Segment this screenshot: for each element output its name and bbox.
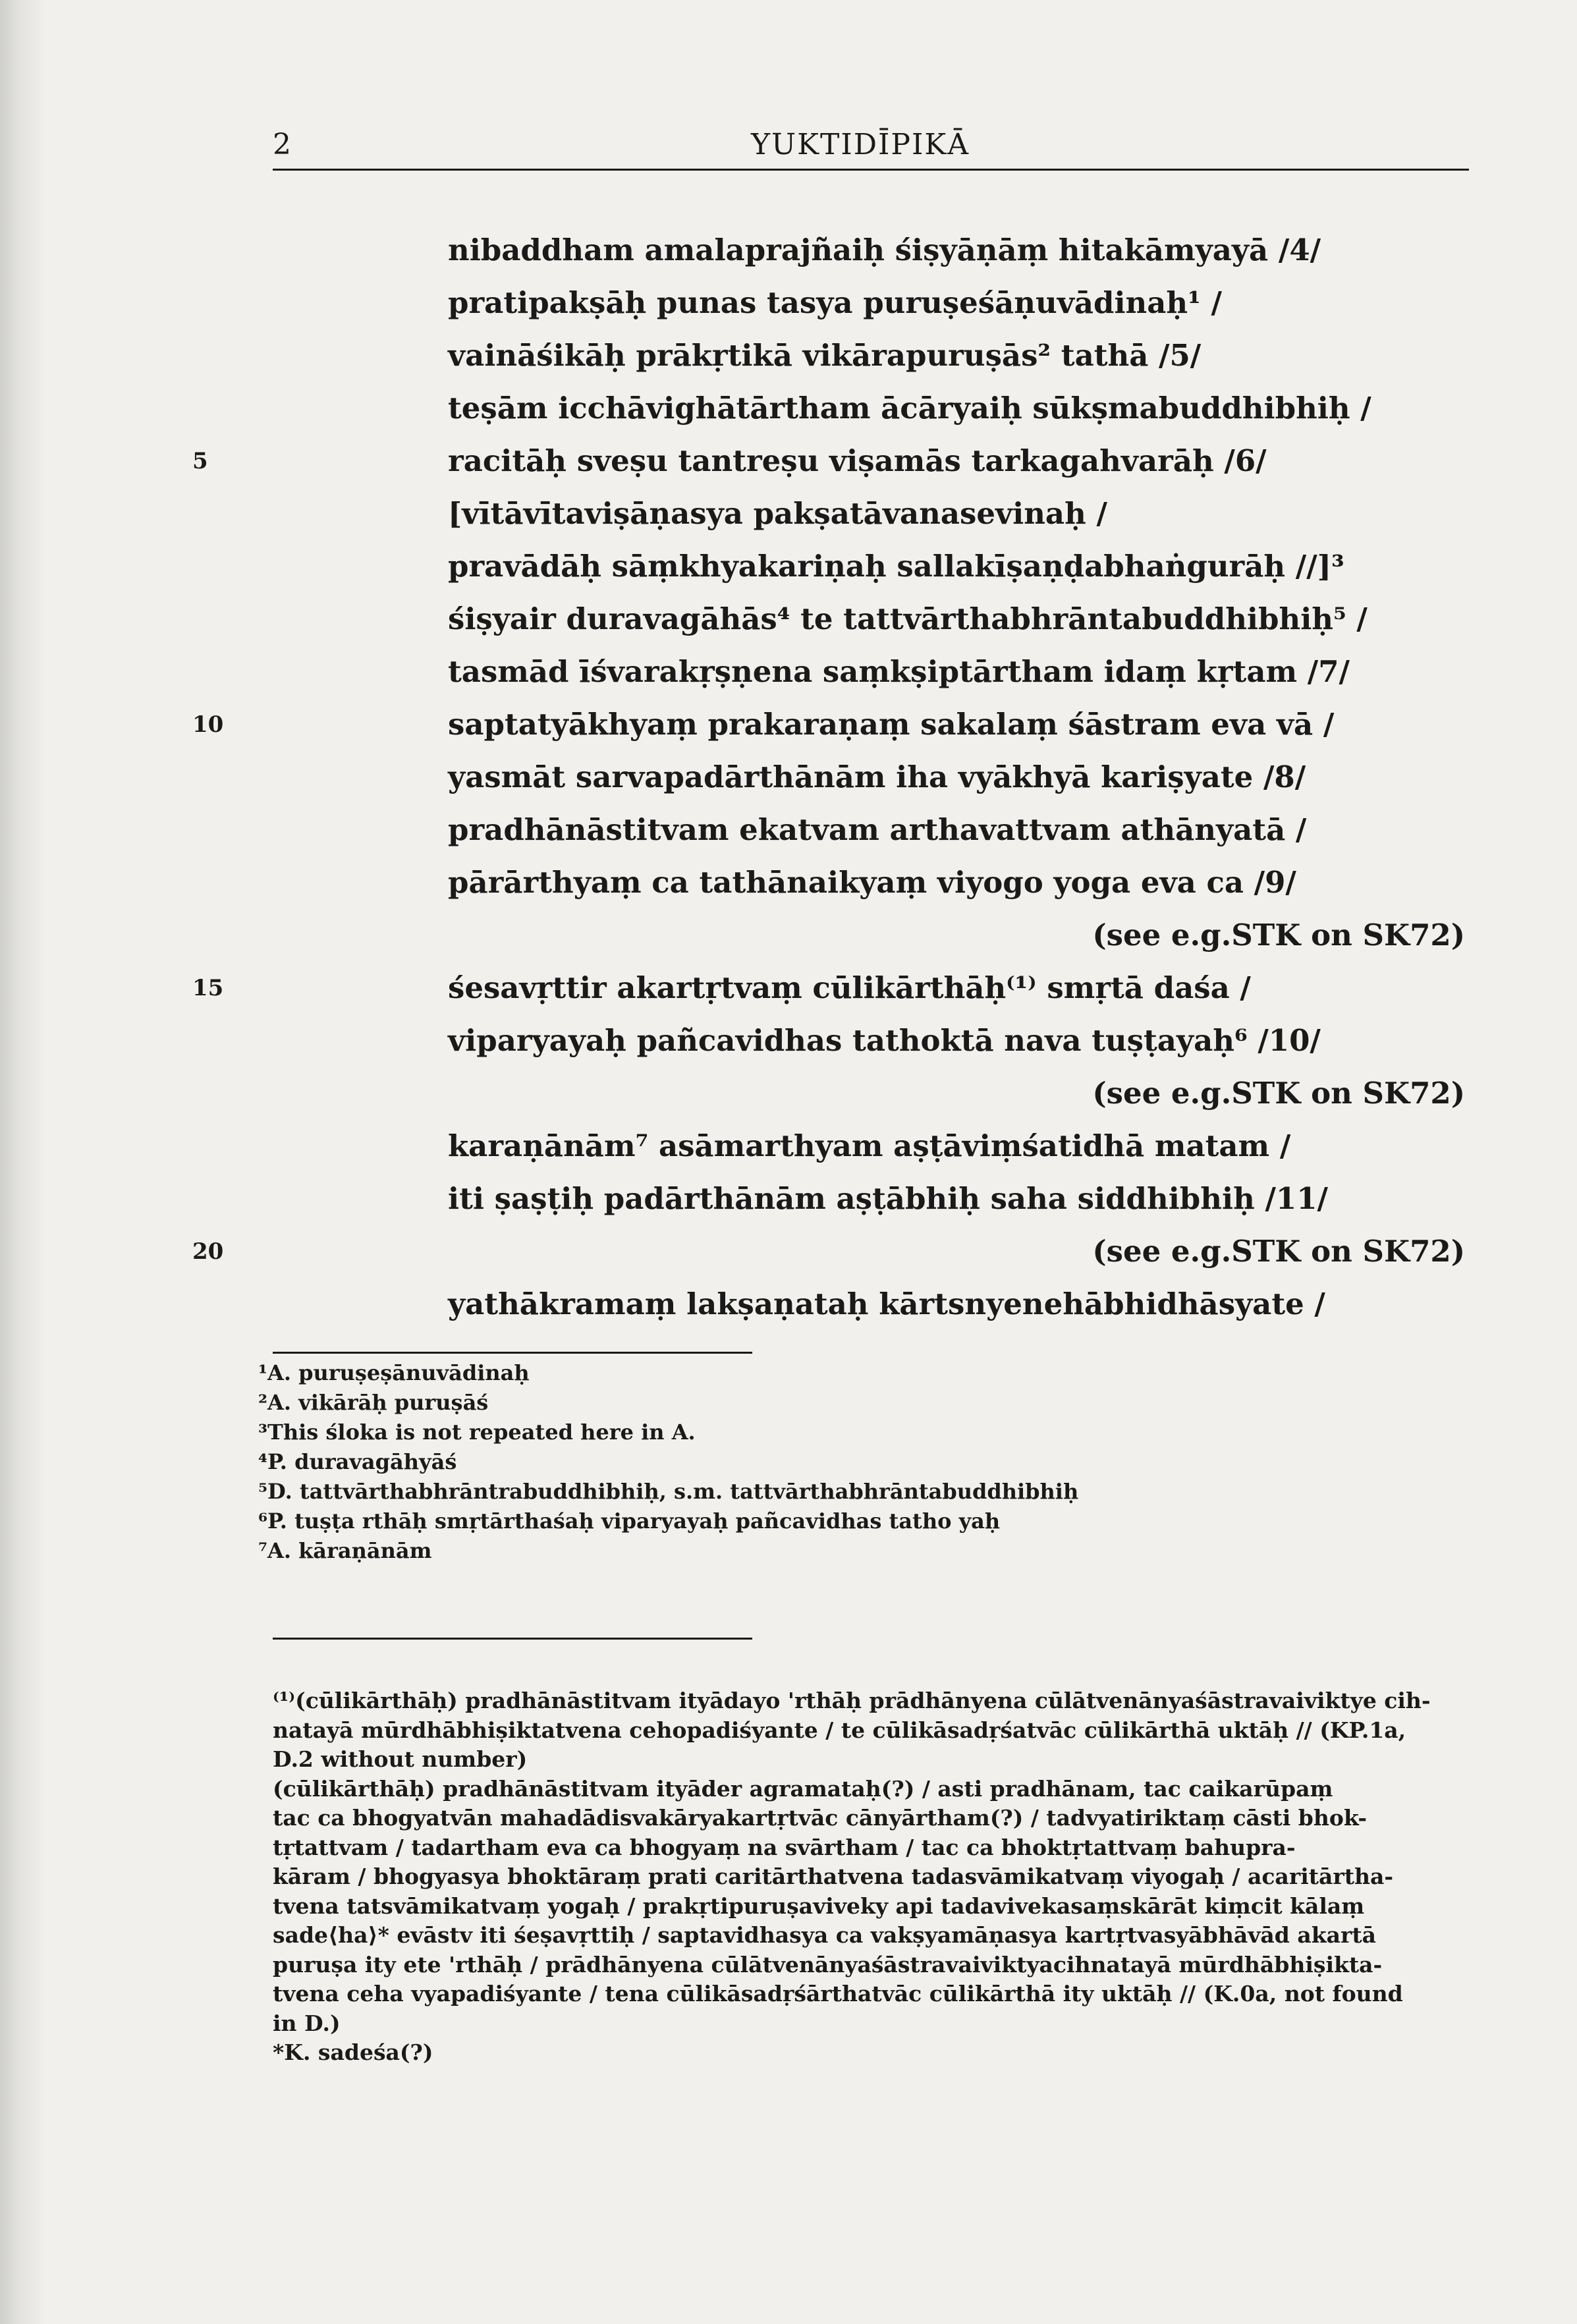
verse-line: iti ṣaṣṭiḥ padārthānām aṣṭābhiḥ saha siddhibhiḥ /11/: [448, 1181, 1328, 1216]
verse-line: vaināśikāḥ prākṛtikā vikārapuruṣās² tathā /5/: [448, 338, 1202, 373]
verse-line: śesavṛttir akartṛtvaṃ cūlikārthāḥ⁽¹⁾ smṛtā daśa /: [448, 970, 1251, 1005]
running-title: YUKTIDĪPIKĀ: [751, 128, 970, 161]
footnote-rule: [273, 1352, 752, 1354]
verse-line: śiṣyair duravagāhās⁴ te tattvārthabhrāntabuddhibhiḥ⁵ /: [448, 601, 1368, 636]
line-number: 20: [192, 1238, 224, 1265]
cross-reference: (see e.g.STK on SK72): [1092, 1234, 1465, 1269]
header-rule: [273, 169, 1469, 171]
verse-line: tasmād īśvarakṛṣṇena saṃkṣiptārtham idaṃ kṛtam /7/: [448, 654, 1350, 689]
commentary-line: sade⟨ha⟩* evāstv iti śeṣavṛttiḥ / saptavidhasya ca vakṣyamāṇasya kartṛtvasyābhāvād akartā: [273, 1922, 1376, 1948]
commentary-line: in D.): [273, 2010, 341, 2036]
line-number: 15: [192, 975, 224, 1001]
verse-line: yathākramaṃ lakṣaṇataḥ kārtsnyenehābhidhāsyate /: [448, 1286, 1325, 1321]
verse-line: nibaddham amalaprajñaiḥ śiṣyāṇāṃ hitakāmyayā /4/: [448, 233, 1321, 267]
footnote: ¹A. puruṣeṣānuvādinaḥ: [258, 1360, 530, 1385]
line-number: 10: [192, 711, 224, 738]
verse-line: teṣām icchāvighātārtham ācāryaiḥ sūkṣmabuddhibhiḥ /: [448, 391, 1371, 426]
footnote: ⁵D. tattvārthabhrāntrabuddhibhiḥ, s.m. tattvārthabhrāntabuddhibhiḥ: [258, 1479, 1079, 1504]
commentary-line: tvena tatsvāmikatvaṃ yogaḥ / prakṛtipuruṣaviveky api tadavivekasaṃskārāt kiṃcit kālaṃ: [273, 1893, 1365, 1919]
verse-line: yasmāt sarvapadārthānām iha vyākhyā kariṣyate /8/: [448, 760, 1306, 794]
verse-line: pratipakṣāḥ punas tasya puruṣeśāṇuvādinaḥ¹ /: [448, 285, 1222, 320]
commentary-line: tvena ceha vyapadiśyante / tena cūlikāsadṛśārthatvāc cūlikārthā ity uktāḥ // (K.0a, not found: [273, 1981, 1403, 2006]
verse-line: racitāḥ sveṣu tantreṣu viṣamās tarkagahvarāḥ /6/: [448, 443, 1267, 478]
commentary-line: natayā mūrdhābhiṣiktatvena cehopadiśyante / te cūlikāsadṛśatvāc cūlikārthā uktāḥ // (KP.1a,: [273, 1717, 1406, 1743]
footnote: ⁷A. kāraṇānām: [258, 1538, 432, 1563]
cross-reference: (see e.g.STK on SK72): [1092, 1076, 1465, 1111]
commentary-line: (cūlikārthāḥ) pradhānāstitvam ityāder agramataḥ(?) / asti pradhānam, tac caikarūpaṃ: [273, 1775, 1333, 1802]
line-number: 5: [192, 448, 208, 474]
verse-line: pradhānāstitvam ekatvam arthavattvam athānyatā /: [448, 812, 1307, 847]
commentary-line: puruṣa ity ete 'rthāḥ / prādhānyena cūlātvenānyaśāstravaiviktyacihnatayā mūrdhābhiṣikta-: [273, 1951, 1383, 1978]
footnote: ³This śloka is not repeated here in A.: [258, 1420, 696, 1445]
verse-line: pārārthyaṃ ca tathānaikyaṃ viyogo yoga eva ca /9/: [448, 865, 1296, 900]
page-number: 2: [273, 128, 291, 161]
commentary-line: tṛtattvam / tadartham eva ca bhogyaṃ na svārtham / tac ca bhoktṛtattvaṃ bahupra-: [273, 1834, 1296, 1860]
footnote: ⁶P. tuṣṭa rthāḥ smṛtārthaśaḥ viparyayaḥ pañcavidhas tatho yaḥ: [258, 1508, 1001, 1534]
commentary-line: kāram / bhogyasya bhoktāraṃ prati caritārthatvena tadasvāmikatvaṃ viyogaḥ / acaritārtha-: [273, 1864, 1394, 1889]
verse-line: saptatyākhyaṃ prakaraṇaṃ sakalaṃ śāstram eva vā /: [448, 707, 1335, 742]
footnote: ²A. vikārāḥ puruṣāś: [258, 1390, 489, 1415]
commentary-line: ⁽¹⁾(cūlikārthāḥ) pradhānāstitvam ityādayo 'rthāḥ prādhānyena cūlātvenānyaśāstravaiviktye cih-: [273, 1688, 1431, 1713]
verse-line: pravādāḥ sāṃkhyakariṇaḥ sallakīṣaṇḍabhaṅgurāḥ //]³: [448, 549, 1344, 584]
verse-line: karaṇānām⁷ asāmarthyam aṣṭāviṃśatidhā matam /: [448, 1128, 1291, 1163]
commentary-rule: [273, 1638, 752, 1640]
verse-line: [vītāvītaviṣāṇasya pakṣatāvanasevinaḥ /: [448, 496, 1107, 531]
commentary-line: tac ca bhogyatvān mahadādisvakāryakartṛtvāc cānyārtham(?) / tadvyatiriktaṃ cāsti bhok-: [273, 1805, 1368, 1831]
commentary-line: *K. sadeśa(?): [273, 2039, 433, 2065]
cross-reference: (see e.g.STK on SK72): [1092, 918, 1465, 953]
verse-line: viparyayaḥ pañcavidhas tathoktā nava tuṣṭayaḥ⁶ /10/: [448, 1023, 1321, 1058]
footnote: ⁴P. duravagāhyāś: [258, 1449, 457, 1474]
commentary-line: D.2 without number): [273, 1746, 528, 1772]
book-spine-shadow: [0, 0, 46, 2324]
